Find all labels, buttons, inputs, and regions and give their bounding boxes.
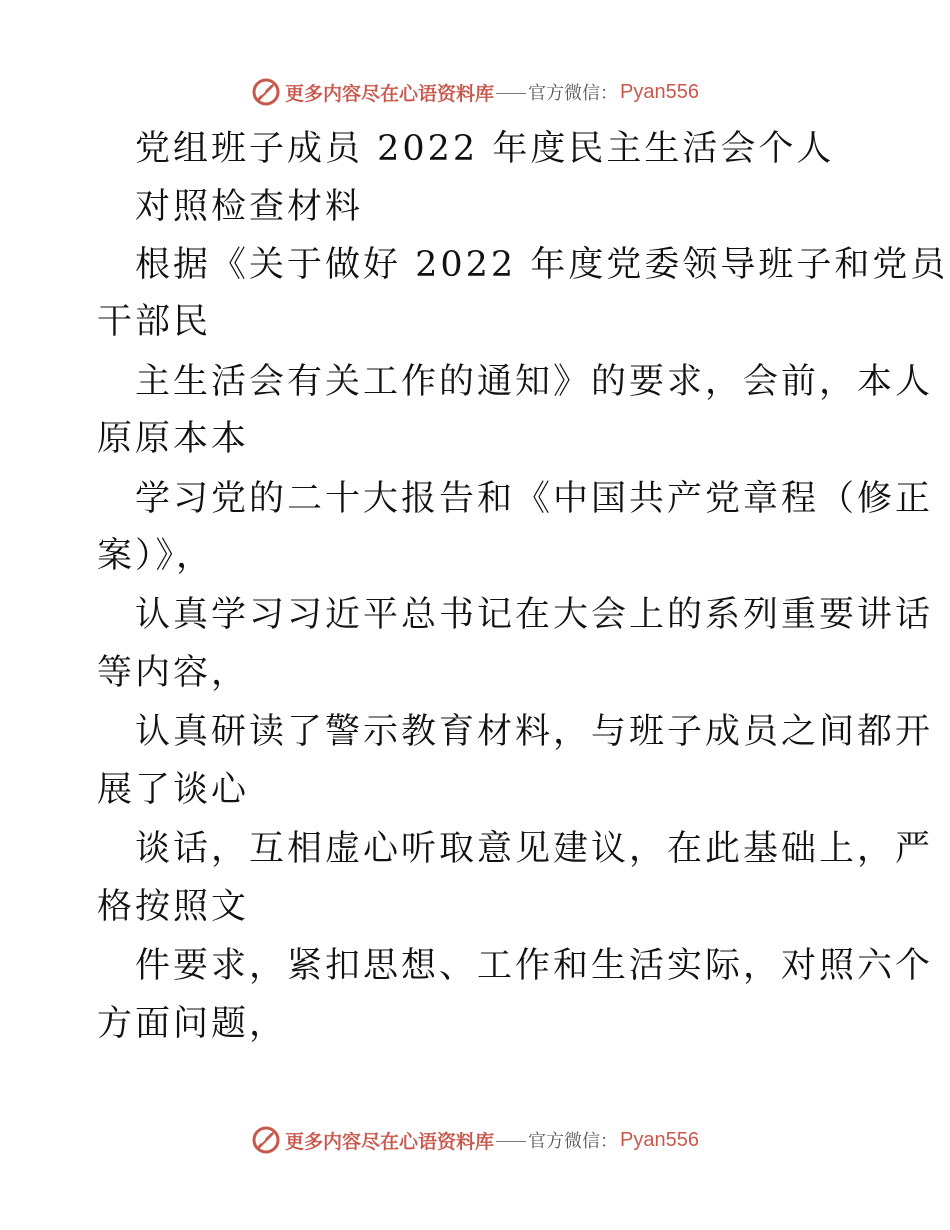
paragraph-line: 案）》， <box>97 536 215 576</box>
paragraph-line: 方面问题， <box>97 1004 288 1044</box>
paragraph-line: 根据《关于做好 2022 年度党委领导班子和党员 <box>135 245 949 285</box>
title-line-1: 党组班子成员 2022 年度民主生活会个人 <box>135 129 835 169</box>
paragraph-line: 格按照文 <box>97 887 250 927</box>
watermark-dash <box>496 1141 526 1142</box>
quill-pen-seal-icon <box>251 77 281 107</box>
paragraph-line: 件要求，紧扣思想、工作和生活实际，对照六个 <box>135 946 934 986</box>
paragraph-line: 认真学习习近平总书记在大会上的系列重要讲话 <box>135 595 934 635</box>
paragraph-line: 学习党的二十大报告和《中国共产党章程（修正 <box>135 479 934 519</box>
paragraph-line: 等内容， <box>97 653 250 693</box>
paragraph-line: 展了谈心 <box>97 770 250 810</box>
paragraph-line: 干部民 <box>97 302 212 342</box>
watermark-brand: 更多内容尽在心语资料库 <box>285 1130 495 1153</box>
header-watermark <box>0 72 950 112</box>
quill-pen-seal-icon <box>251 1125 281 1155</box>
paragraph-line: 谈话，互相虚心听取意见建议，在此基础上，严 <box>135 829 934 869</box>
footer-watermark <box>0 1120 950 1160</box>
watermark-brand: 更多内容尽在心语资料库 <box>285 82 495 105</box>
watermark-official-label: 官方微信： <box>528 1131 619 1152</box>
title-line-2: 对照检查材料 <box>135 187 364 227</box>
watermark-dash <box>496 93 526 94</box>
paragraph-line: 原原本本 <box>97 419 250 459</box>
paragraph-line: 主生活会有关工作的通知》的要求，会前，本人 <box>135 362 934 402</box>
watermark-wechat-id: Pyan556 <box>620 80 699 103</box>
watermark-official-label: 官方微信： <box>528 83 619 104</box>
paragraph-line: 认真研读了警示教育材料，与班子成员之间都开 <box>135 712 934 752</box>
watermark-wechat-id: Pyan556 <box>620 1128 699 1151</box>
